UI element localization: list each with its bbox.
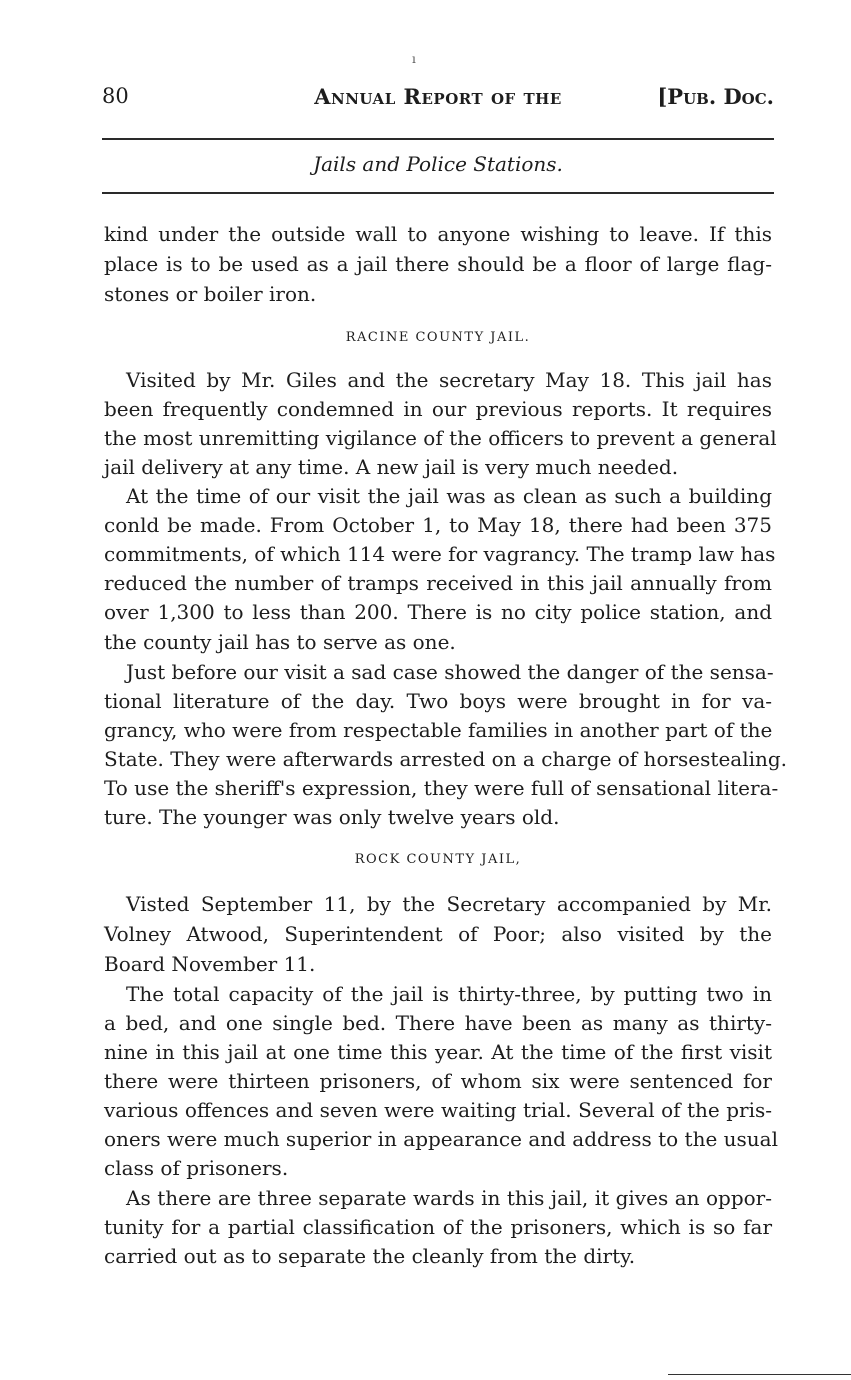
text-line: Visited by Mr. Giles and the secretary May 18. This jail has (126, 368, 772, 392)
text-line: grancy, who were from respectable families in another part of the (104, 718, 773, 742)
section-subhead: Jails and Police Stations. (313, 152, 563, 176)
text-line: Just before our visit a sad case showed the danger of the sensa- (126, 660, 774, 684)
text-line: the most unremitting vigilance of the officers to prevent a general (104, 426, 777, 450)
text-line: Volney Atwood, Superintendent of Poor; also visited by the (104, 922, 772, 946)
text-line: The total capacity of the jail is thirty-three, by putting two in (126, 982, 772, 1006)
text-line: At the time of our visit the jail was as clean as such a building (126, 484, 772, 508)
text-line: nine in this jail at one time this year. At the time of the first visit (104, 1040, 772, 1064)
text-line: class of prisoners. (104, 1156, 289, 1180)
running-title: Annual Report of the (314, 84, 562, 109)
page-number: 80 (102, 84, 129, 108)
racine-heading: RACINE COUNTY JAIL. (345, 330, 531, 345)
text-line: stones or boiler iron. (104, 282, 317, 306)
text-line: commitments, of which 114 were for vagrancy. The tramp law has (104, 542, 776, 566)
print-mark: ı (412, 52, 416, 66)
text-line: the county jail has to serve as one. (104, 630, 456, 654)
text-line: conld be made. From October 1, to May 18, there had been 375 (104, 513, 772, 537)
text-line: a bed, and one single bed. There have been as many as thirty- (104, 1011, 772, 1035)
text-line: various offences and seven were waiting trial. Several of the pris- (104, 1098, 772, 1122)
text-line: been frequently condemned in our previous reports. It requires (104, 397, 772, 421)
header-rule-top (102, 138, 774, 140)
rock-heading: ROCK COUNTY JAIL, (354, 852, 522, 867)
text-line: Board November 11. (104, 952, 316, 976)
text-line: carried out as to separate the cleanly from the dirty. (104, 1244, 636, 1268)
text-line: reduced the number of tramps received in this jail annually from (104, 571, 772, 595)
text-line: jail delivery at any time. A new jail is very much needed. (104, 455, 679, 479)
text-line: oners were much superior in appearance and address to the usual (104, 1127, 778, 1151)
text-line: tunity for a partial classification of the prisoners, which is so far (104, 1215, 772, 1239)
text-line: State. They were afterwards arrested on a charge of horsestealing. (104, 747, 788, 771)
page-header (102, 84, 774, 114)
header-rule-bottom (102, 192, 774, 194)
publication-label: [Pub. Doc. (657, 84, 774, 109)
text-line: over 1,300 to less than 200. There is no city police station, and (104, 600, 772, 624)
text-line: To use the sheriff's expression, they were full of sensational litera- (104, 776, 779, 800)
text-line: place is to be used as a jail there should be a floor of large flag- (104, 252, 772, 276)
text-line: tional literature of the day. Two boys were brought in for va- (104, 689, 772, 713)
text-line: As there are three separate wards in this jail, it gives an oppor- (126, 1186, 772, 1210)
text-line: ture. The younger was only twelve years old. (104, 805, 560, 829)
text-line: there were thirteen prisoners, of whom six were sentenced for (104, 1069, 772, 1093)
text-line: Visted September 11, by the Secretary accompanied by Mr. (126, 892, 772, 916)
text-line: kind under the outside wall to anyone wishing to leave. If this (104, 222, 772, 246)
footer-rule (668, 1374, 851, 1375)
